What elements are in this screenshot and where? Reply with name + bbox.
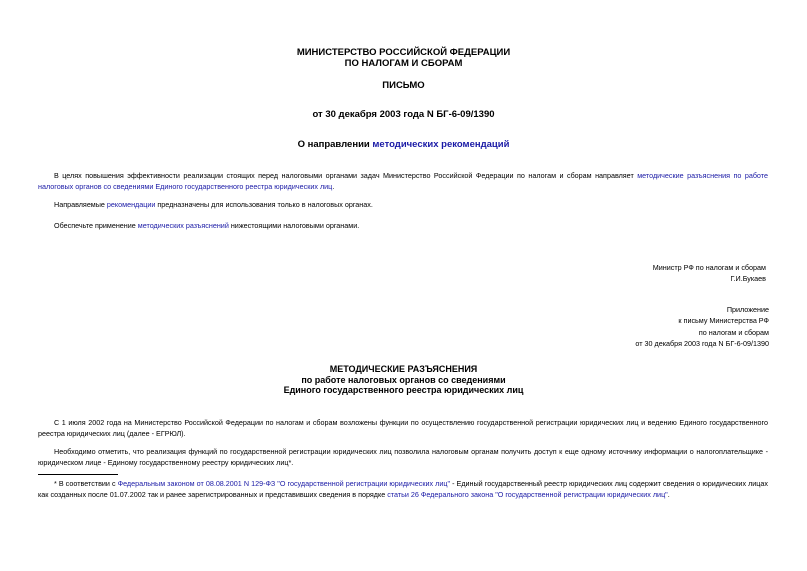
body-paragraph-1: [38, 170, 768, 193]
body-paragraph-2: [38, 199, 768, 210]
footnote-link-1[interactable]: Федеральным законом от 08.08.2001 N 129-ФЗ "О государственной регистрации юридических лиц": [117, 479, 451, 488]
p2-suffix: предназначены для использования только в налоговых органах.: [155, 200, 373, 209]
p3-suffix: нижестоящими налоговыми органами.: [228, 221, 360, 230]
appendix-block: [635, 304, 769, 349]
signature-block: [653, 262, 766, 285]
footnote-prefix: * В соответствии с: [54, 479, 118, 488]
section-paragraph-2: Необходимо отметить, что реализация функций по государственной регистрации юридических лиц позволила налоговым органам получить доступ к еще одному источнику информации о налогоплательщике - юридическом лице - Единому государственному реестру юридических лиц*.: [38, 447, 768, 468]
footnote-divider: [38, 474, 118, 475]
footnote-link-2[interactable]: статьи 26 Федерального закона "О государственной регистрации юридических лиц": [387, 490, 668, 500]
body-paragraph-3: [38, 220, 768, 231]
p2-link[interactable]: рекомендации: [106, 200, 156, 209]
subject-link[interactable]: методических рекомендаций: [372, 139, 510, 150]
signature-title: Министр РФ по налогам и сборам: [652, 263, 766, 272]
p1-link[interactable]: методические разъяснения по работе налоговых органов со сведениями Единого государственного реестра юридических лиц: [38, 171, 768, 192]
p3-prefix: Обеспечьте применение: [54, 221, 138, 230]
p1-end: .: [332, 182, 335, 192]
footnote-middle: - Единый государственный реестр юридических лиц содержит сведения о юридических лицах как созданных после 01.07.2002 так и ранее зарегистрированных и представивших сведения в порядке: [38, 479, 769, 500]
p2-prefix: Направляемые: [54, 200, 107, 209]
ministry-line-2: ПО НАЛОГАМ И СБОРАМ: [344, 58, 463, 69]
appendix-line-2: к письму Министерства РФ: [678, 316, 769, 326]
appendix-line-1: Приложение: [726, 305, 769, 314]
p1-text: В целях повышения эффективности реализации стоящих перед налоговыми органами задач Министерство Российской Федерации по налогам и сборам направляет: [54, 171, 638, 180]
footnote-end: .: [667, 490, 670, 500]
section-title: [0, 364, 807, 396]
appendix-line-3: по налогам и сборам: [698, 327, 769, 337]
signature-name: Г.И.Букаев: [730, 274, 766, 284]
footnote: [38, 478, 768, 501]
doc-date-number: от 30 декабря 2003 года N БГ-6-09/1390: [312, 109, 495, 120]
subject-prefix: О направлении: [297, 139, 373, 150]
p3-link[interactable]: методических разъяснений: [137, 221, 229, 230]
section-paragraph-1: С 1 июля 2002 года на Министерство Российской Федерации по налогам и сборам возложены функции по осуществлению государственной регистрации юридических лиц и ведению Единого государственного реестра юридических лиц (далее - ЕГРЮЛ).: [38, 418, 768, 439]
section-title-2: по работе налоговых органов со сведениями: [301, 374, 506, 385]
appendix-line-4: от 30 декабря 2003 года N БГ-6-09/1390: [635, 338, 769, 348]
section-title-3: Единого государственного реестра юридических лиц: [283, 385, 524, 395]
section-title-1: МЕТОДИЧЕСКИЕ РАЗЪЯСНЕНИЯ: [329, 364, 478, 374]
doc-type: ПИСЬМО: [382, 80, 425, 91]
ministry-line-1: МИНИСТЕРСТВО РОССИЙСКОЙ ФЕДЕРАЦИИ: [296, 47, 511, 58]
ministry-title: [0, 47, 807, 69]
doc-subject: [0, 139, 807, 150]
